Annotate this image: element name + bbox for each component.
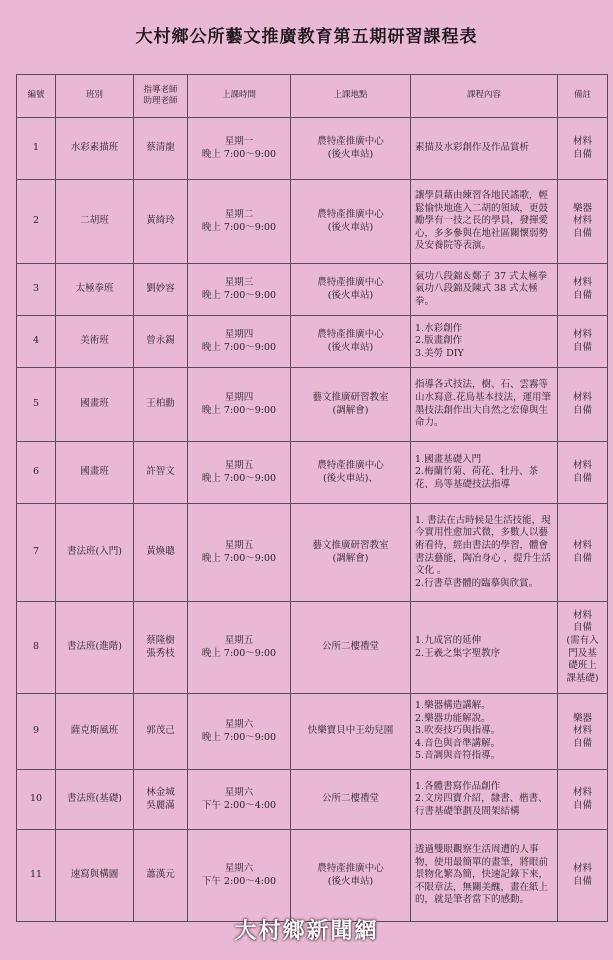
content-line: 2.行書草書體的臨摹與欣賞。: [415, 577, 539, 589]
cell-place: [291, 368, 411, 442]
content-line: 1.國畫基礎入門: [415, 453, 482, 465]
cell-note: [558, 442, 608, 504]
cell-no: 6: [17, 442, 56, 504]
time-line: 星期六: [224, 862, 254, 874]
time-line: 晚上 7:00～9:00: [201, 552, 277, 564]
place-line: (後火車站): [327, 221, 374, 233]
time-line: 星期五: [224, 459, 254, 471]
note-line: 自備: [572, 737, 592, 749]
time-line: 星期四: [224, 328, 254, 340]
cell-place: [291, 180, 411, 264]
teacher-name: 蕭漢元: [146, 869, 175, 881]
cell-no: 3: [17, 264, 56, 316]
cell-class: 書法班(入門): [56, 504, 134, 602]
cell-place: [291, 504, 411, 602]
content-line: 2.樂器功能解說。: [415, 712, 491, 724]
note-line: 材料: [572, 328, 592, 340]
place-line: 農特產推廣中心: [317, 208, 384, 220]
time-line: 下午 2:00～4:00: [201, 799, 277, 811]
header-no: 編號: [17, 75, 56, 118]
teacher-name: 蔡隆樹: [146, 634, 175, 646]
cell-teacher: [134, 316, 188, 368]
cell-time: [188, 368, 291, 442]
cell-class: 薩克斯風班: [56, 694, 134, 770]
note-line: 材料: [572, 391, 592, 403]
cell-note: [558, 830, 608, 922]
cell-no: 11: [17, 830, 56, 922]
note-line: 課基礎): [566, 672, 599, 684]
time-line: 晚上 7:00～9:00: [201, 221, 277, 233]
note-line: 材料: [572, 539, 592, 551]
cell-no: 1: [17, 118, 56, 180]
content-line: 2.王羲之集字聖教序: [415, 647, 501, 659]
time-line: 星期六: [224, 786, 254, 798]
cell-content: [411, 602, 558, 694]
cell-time: [188, 504, 291, 602]
cell-teacher: [134, 442, 188, 504]
cell-note: [558, 504, 608, 602]
cell-time: [188, 770, 291, 830]
cell-note: [558, 694, 608, 770]
note-line: 材料: [572, 215, 592, 227]
cell-time: [188, 180, 291, 264]
time-line: 晚上 7:00～9:00: [201, 341, 277, 353]
cell-time: [188, 316, 291, 368]
cell-teacher: [134, 770, 188, 830]
place-line: (後火車站)、: [323, 472, 378, 484]
time-line: 晚上 7:00～9:00: [201, 289, 277, 301]
content-line: 1.水彩創作: [415, 322, 463, 334]
place-line: 藝文推廣研習教室: [312, 539, 389, 551]
cell-time: [188, 830, 291, 922]
cell-place: [291, 442, 411, 504]
teacher-name: 王柏勳: [146, 398, 175, 410]
cell-time: [188, 118, 291, 180]
time-line: 晚上 7:00～9:00: [201, 404, 277, 416]
content-line: 讓學員藉由練習各地民謠歌，輕鬆愉快地進入二胡的領域，更鼓勵學有一技之長的學員，發揮愛心，多多參與在地社區關懷弱勢及安養院等表演。: [415, 190, 549, 252]
header-place: 上課地點: [291, 75, 411, 118]
place-line: (後火車站): [327, 289, 374, 301]
cell-content: [411, 118, 558, 180]
place-line: 公所二樓禮堂: [321, 793, 379, 805]
cell-content: [411, 694, 558, 770]
cell-content: [411, 504, 558, 602]
place-line: (調解會): [332, 404, 369, 416]
time-line: 星期三: [224, 276, 254, 288]
cell-class: 水彩素描班: [56, 118, 134, 180]
cell-place: [291, 316, 411, 368]
cell-no: 2: [17, 180, 56, 264]
teacher-name: 劉妙容: [146, 283, 175, 295]
table-row: [17, 504, 608, 602]
place-line: 快樂寶貝中王幼兒園: [307, 725, 394, 737]
table-header-row: [17, 75, 608, 118]
table-row: [17, 830, 608, 922]
time-line: 晚上 7:00～9:00: [201, 148, 277, 160]
cell-place: [291, 118, 411, 180]
table-row: [17, 694, 608, 770]
time-line: 晚上 7:00～9:00: [201, 472, 277, 484]
note-line: 自備: [572, 289, 592, 301]
cell-content: [411, 316, 558, 368]
table-row: [17, 180, 608, 264]
note-line: 材料: [572, 862, 592, 874]
content-line: 1.九成宮的延伸: [415, 634, 482, 646]
header-teacher: [134, 75, 188, 118]
cell-time: [188, 694, 291, 770]
cell-content: [411, 770, 558, 830]
note-line: 自備: [572, 341, 592, 353]
time-line: 星期五: [224, 539, 254, 551]
cell-class: 美術班: [56, 316, 134, 368]
time-line: 下午 2:00～4:00: [201, 875, 277, 887]
cell-content: [411, 180, 558, 264]
content-line: 5.音調與音符指導。: [415, 750, 501, 762]
cell-place: [291, 602, 411, 694]
time-line: 星期二: [224, 208, 254, 220]
cell-class: 書法班(基礎): [56, 770, 134, 830]
content-line: 1.樂器構造講解。: [415, 700, 491, 712]
cell-teacher: [134, 504, 188, 602]
cell-note: [558, 180, 608, 264]
note-line: 自備: [572, 227, 592, 239]
teacher-name: 蔡清龍: [146, 142, 175, 154]
content-line: 3.美勞 DIY: [415, 347, 464, 359]
cell-teacher: [134, 830, 188, 922]
note-line: 材料: [572, 459, 592, 471]
cell-class: 速寫與構圖: [56, 830, 134, 922]
cell-teacher: [134, 118, 188, 180]
cell-time: [188, 442, 291, 504]
cell-content: [411, 368, 558, 442]
note-line: 材料: [572, 135, 592, 147]
cell-place: [291, 264, 411, 316]
time-line: 星期四: [224, 391, 254, 403]
time-line: 晚上 7:00～9:00: [201, 647, 277, 659]
place-line: 農特產推廣中心: [317, 276, 384, 288]
course-schedule-table: [16, 74, 608, 922]
note-line: 自備: [572, 552, 592, 564]
cell-note: [558, 368, 608, 442]
header-class: 班別: [56, 75, 134, 118]
teacher-name: 吳麗滿: [146, 799, 175, 811]
place-line: 農特產推廣中心: [317, 328, 384, 340]
teacher-name: 林金城: [146, 786, 175, 798]
cell-teacher: [134, 694, 188, 770]
time-line: 星期六: [224, 718, 254, 730]
teacher-name: 許智文: [146, 466, 175, 478]
cell-no: 8: [17, 602, 56, 694]
table-row: [17, 602, 608, 694]
content-line: 透過雙眼觀察生活周遭的人事物，使用最簡單的畫筆，將眼前景物化繁為簡，快速記錄下來，不限章法，無關美醜，畫在紙上的，就是筆者當下的感動。: [415, 844, 549, 906]
note-line: 材料: [572, 786, 592, 798]
cell-place: [291, 830, 411, 922]
note-line: 自備: [572, 148, 592, 160]
content-line: 2.版畫創作: [415, 335, 463, 347]
cell-note: [558, 602, 608, 694]
place-line: (後火車站): [327, 875, 374, 887]
place-line: 藝文推廣研習教室: [312, 391, 389, 403]
content-line: 素描及水彩創作及作品賞析: [415, 142, 530, 154]
note-line: 自備: [572, 404, 592, 416]
table-row: [17, 368, 608, 442]
teacher-name: 郭茂己: [146, 725, 175, 737]
table-row: [17, 442, 608, 504]
cell-no: 5: [17, 368, 56, 442]
cell-no: 4: [17, 316, 56, 368]
time-line: 星期五: [224, 634, 254, 646]
header-content: 課程內容: [411, 75, 558, 118]
note-line: 自備: [572, 875, 592, 887]
cell-note: [558, 770, 608, 830]
cell-class: 國畫班: [56, 442, 134, 504]
watermark: 大村鄉新聞網: [234, 919, 379, 944]
note-line: 自備: [572, 622, 592, 634]
cell-class: 太極拳班: [56, 264, 134, 316]
cell-time: [188, 264, 291, 316]
teacher-name: 張秀枝: [146, 647, 175, 659]
note-line: 材料: [572, 609, 592, 621]
note-line: 材料: [572, 725, 592, 737]
cell-place: [291, 694, 411, 770]
table-row: [17, 118, 608, 180]
cell-class: 書法班(進階): [56, 602, 134, 694]
content-line: 4.音色與音準講解。: [415, 737, 501, 749]
time-line: 晚上 7:00～9:00: [201, 731, 277, 743]
note-line: 材料: [572, 276, 592, 288]
note-line: 門及基: [568, 647, 597, 659]
teacher-name: 黃綺玲: [146, 215, 175, 227]
note-line: 樂器: [572, 202, 592, 214]
place-line: 農特產推廣中心: [317, 135, 384, 147]
note-line: 樂器: [572, 712, 592, 724]
header-teacher-line: 指導老師: [143, 84, 178, 95]
note-line: 礎班上: [568, 660, 597, 672]
cell-no: 7: [17, 504, 56, 602]
header-time: 上課時間: [188, 75, 291, 118]
teacher-name: 黃煥聰: [146, 546, 175, 558]
cell-content: [411, 830, 558, 922]
content-line: 3.吹奏技巧與指導。: [415, 725, 501, 737]
cell-teacher: [134, 264, 188, 316]
content-line: 2.梅蘭竹菊、荷花、牡丹、茶花、鳥等基礎技法指導: [415, 466, 539, 490]
note-line: (需有入: [566, 634, 599, 646]
table-row: [17, 264, 608, 316]
table-row: [17, 316, 608, 368]
content-line: 氣功八段錦＆鄭子 37 式太極拳氣功八段錦及陳式 38 式太極拳。: [415, 270, 548, 307]
cell-content: [411, 442, 558, 504]
teacher-name: 曾永錫: [146, 335, 175, 347]
time-line: 星期一: [224, 135, 254, 147]
cell-note: [558, 118, 608, 180]
content-line: 2.文房四寶介紹，隸書、楷書、行書基礎筆劃及間架結構: [415, 793, 548, 817]
cell-teacher: [134, 602, 188, 694]
cell-note: [558, 316, 608, 368]
table-body: [17, 118, 608, 922]
cell-teacher: [134, 368, 188, 442]
cell-place: [291, 770, 411, 830]
cell-content: [411, 264, 558, 316]
place-line: 農特產推廣中心: [317, 459, 384, 471]
cell-no: 9: [17, 694, 56, 770]
cell-teacher: [134, 180, 188, 264]
place-line: 公所二樓禮堂: [321, 641, 379, 653]
note-line: 自備: [572, 799, 592, 811]
header-note: 備註: [558, 75, 608, 118]
place-line: (調解會): [332, 552, 369, 564]
content-line: 1.各體書寫作品創作: [415, 780, 501, 792]
place-line: (後火車站): [327, 148, 374, 160]
note-line: 自備: [572, 472, 592, 484]
page-title: 大村鄉公所藝文推廣教育第五期研習課程表: [135, 27, 478, 47]
content-line: 1. 書法在古時候是生活技能，現今實用性愈加式微，多數人以藝術看待，經由書法的學習，體會書法藝能，陶冶身心 ，提升生活文化 。: [415, 514, 552, 577]
cell-class: 二胡班: [56, 180, 134, 264]
header-assistant-line: 助理老師: [143, 96, 178, 106]
place-line: 農特產推廣中心: [317, 862, 384, 874]
table-row: [17, 770, 608, 830]
cell-note: [558, 264, 608, 316]
cell-time: [188, 602, 291, 694]
cell-no: 10: [17, 770, 56, 830]
place-line: (後火車站): [327, 341, 374, 353]
cell-class: 國畫班: [56, 368, 134, 442]
content-line: 指導各式技法，樹、石、雲霧等山水寫意.花鳥基本技法，運用筆墨技法創作出大自然之宏偉與生命力。: [415, 379, 552, 429]
